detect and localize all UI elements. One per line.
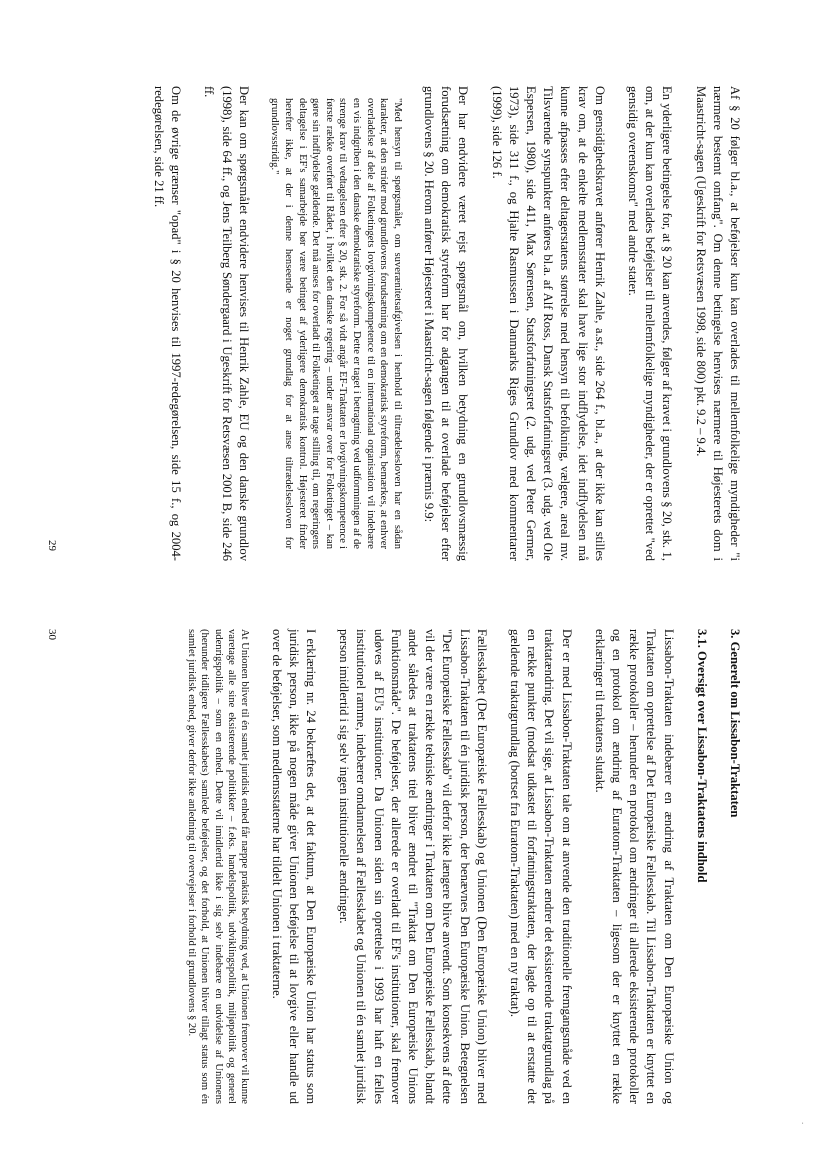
paragraph: Om de øvrige grænser "opad" i § 20 henvises til 1997-redegørelsen, side 15 f., og 2004-redegørelsen, side 21 ff. bbox=[152, 86, 184, 561]
quote-text: "Med hensyn til spørgsmålet, om suverænitetsafgivelsen i henhold til tiltrædelsesloven har en sådan karakter, at den strider mod grundlovens forudsætning om en demokratisk styreform, bemærkes, at enhver overladelse af dele af Folketingets lovgivningskompetence til en international organisation vil indebære en vis indgriben i den danske demokratiske styreform. Dette er taget i betragtning ved udformningen af de strenge krav til vedtagelsen efter § 20, stk. 2. For så vidt angår EF-Traktaten er lovgivningskompetence i første række overført til Rådet, i hvilket den danske regering – under ansvar over for Folketinget – kan gøre sin indflydelse gældende. Det må anses for overladt til Folketinget at tage stilling til, om regeringens deltagelse i EF's samarbejde bør være betinget af yderligere demokratisk kontrol. Højesteret finder herefter ikke, at der i denne henseende er noget grundlag for at anse tiltrædelsesloven for grundlovsstridig." bbox=[269, 98, 403, 549]
left-page bbox=[0, 0, 826, 584]
paragraph: Af § 20 følger bl.a., at beføjelser kun kan overlades til mellemfolkelige myndigheder "i nærmere bestemt omfang". Om denne betingelse henvises nærmere til Højesterets dom i Maastricht-sagen (Ugeskrift for Retsvæsen 1998, side 800) pkt. 9.2 – 9.4. bbox=[693, 86, 742, 561]
page-number: 29 bbox=[46, 540, 58, 551]
section-heading: 3. Generelt om Lissabon-Traktaten bbox=[728, 629, 742, 818]
corner-mark: . bbox=[800, 1122, 810, 1125]
left-text-column bbox=[134, 86, 743, 561]
block-quote bbox=[268, 98, 404, 549]
paragraph: I erklæring nr. 24 bekræftes det, at det faktum, at Den Europæiske Union har status som juridisk person, ikke på nogen måde giver Unionen beføjelse til at lovgive eller handle ud over de beføjelser, som medlemsstaterne har tildelt Unionen i traktaterne. bbox=[269, 629, 318, 1104]
paragraph: Der har endvidere været rejst spørgsmål om, hvilken betydning en grundlovsmæssig forudsætning om demokratisk styreform har for adgangen til at overlade beføjelser efter grundlovens § 20. Herom anfører Højesteret i Maastricht-sagen følgende i præmis 9.9: bbox=[421, 86, 471, 561]
right-page bbox=[0, 585, 826, 1169]
paragraph: Om gensidighedskravet anfører Henrik Zahle, a.st., side 264 f., bl.a., at der ikke kan stilles krav om, at de enkelte medlemsstater skal have lige stor indflydelse, idet indflydelsen må kunne afpasses efter deltagerstatens størrelse med hensyn til befolkning, vælgere, areal mv. Tilsvarende synspunkter anføres bl.a. af Alf Ross, Dansk Statsforfatningsret (3. udg. ved Ole Espersen, 1980), side 411, Max Sørensen, Statsforfatningsret (2. udg. ved Peter Germer, 1973), side 311 f., og Hjalte Rasmussen i Danmarks Riges Grundlov med kommentarer (1999), side 126 f. bbox=[489, 86, 607, 561]
note-block bbox=[184, 629, 251, 1104]
paragraph: Lissabon-Traktaten indebærer en ændring af Traktaten om Den Europæiske Union og Traktaten om oprettelse af Det Europæiske Fællesskab. Til Lissabon-Traktaten er knyttet en række protokoller – herunder en protokol om ændringer til allerede eksisterende protokoller og en protokol om ændring af Euratom-Traktaten – ligesom der er knyttet en række erklæringer til traktatens slutakt. bbox=[592, 629, 676, 1104]
paragraph: Der kan om spørgsmålet endvidere henvises til Henrik Zahle, EU og den danske grundlov (1998), side 64 ff., og Jens Teilberg Søndergaard i Ugeskrift for Retsvæsen 2001 B, side 246 ff. bbox=[202, 86, 251, 561]
subsection-heading: 3.1. Oversigt over Lissabon-Traktatens indhold bbox=[694, 629, 709, 883]
paragraph: En yderligere betingelse for, at § 20 kan anvendes, følger af kravet i grundlovens § 20, stk. 1, om, at der kun kan overlades beføjelser til mellemfolkelige myndigheder, der er oprettet "ved gensidig overenskomst" med andre stater. bbox=[625, 86, 675, 561]
note-text: At Unionen bliver til én samlet juridisk enhed får næppe praktisk betydning ved, at Unionen fremover vil kunne varetage alle sine eksisterende politikker – f.eks. handelspolitik, udviklingspolitik, miljøpolitik og generel udenrigspolitik – som en enhed. Dette vil imidlertid ikke i sig selv indebære en udvidelse af Unionens (herunder tidligere Fællesskabets) samlede beføjelser, og det forhold, at Unionen bliver tillagt status som én samlet juridisk enhed, giver derfor ikke anledning til overvejelser i forhold til grundlovens § 20. bbox=[185, 629, 251, 1104]
right-text-column bbox=[184, 629, 743, 1104]
paragraph: Fællesskabet (Det Europæiske Fællesskab) og Unionen (Den Europæiske Union) bliver med Lissabon-Traktaten til én juridisk person, der benævnes Den Europæiske Union. Betegnelsen "Det Europæiske Fællesskab" vil derfor ikke længere blive anvendt. Som konsekvens af dette vil der være en række tekniske ændringer i Traktaten om Den Europæiske Fællesskab, blandt andet således at traktatens titel bliver ændret til "Traktat om Den Europæiske Unions Funktionsmåde". De beføjelser, der allerede er overladt til EF's institutioner, skal fremover udøves af EU's institutioner. Da Unionen siden sin oprettelse i 1993 har haft en fælles institutionel ramme, indebærer omdannelsen af Fællesskabet og Unionen til én samlet juridisk person imidlertid i sig selv ingen institutionelle ændringer. bbox=[337, 629, 489, 1104]
page-number: 30 bbox=[46, 629, 58, 640]
paragraph: Der er med Lissabon-Traktaten tale om at anvende den traditionelle fremgangsmåde ved en traktatændring. Det vil sige, at Lissabon-Traktaten ændrer det eksisterende traktatgrundlag på en række punkter (modsat udkastet til forfatningstraktaten, der lagde op til at erstatte det gældende traktatgrundlag (bortset fra Euratom-Traktaten) med en ny traktat). bbox=[507, 629, 574, 1104]
